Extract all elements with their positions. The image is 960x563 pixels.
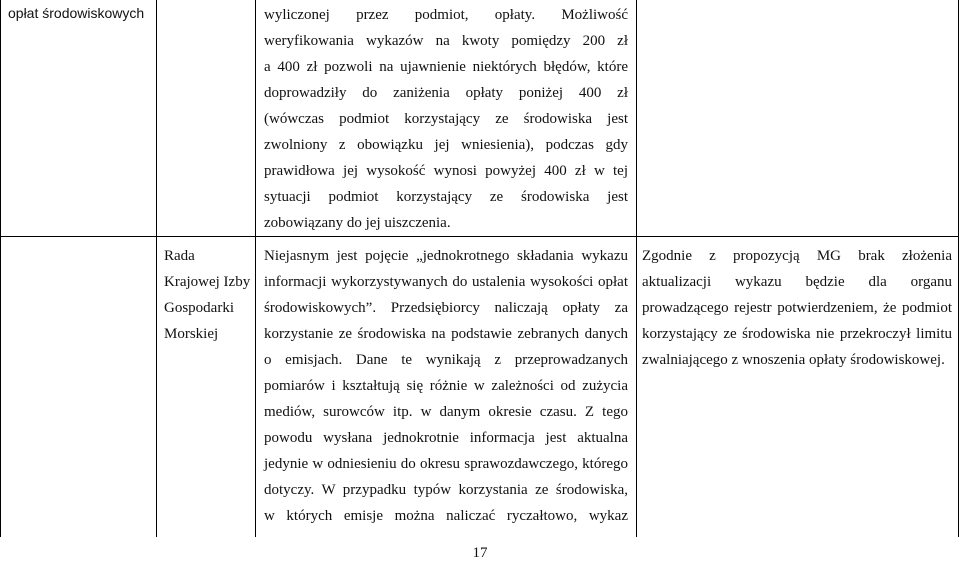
cell-line: dotyczy. W przypadku typów korzystania ze środowiska,: [264, 482, 628, 498]
cell-line: wyliczonej przez podmiot, opłaty. Możliwość: [264, 7, 628, 23]
column-divider-1: [156, 0, 157, 537]
cell-line: weryfikowania wykazów na kwoty pomiędzy 200 zł: [264, 33, 628, 49]
cell-line: aktualizacji wykazu będzie dla organu: [642, 274, 952, 290]
cell-line: Rada: [164, 248, 195, 264]
cell-line: prawidłowa jej wysokość wynosi powyżej 400 zł w tej: [264, 163, 628, 179]
cell-line: mediów, surowców itp. w danym okresie czasu. Z tego: [264, 404, 628, 420]
cell-line: prowadzącego rejestr potwierdzeniem, że podmiot: [642, 300, 952, 316]
column-divider-3: [636, 0, 637, 537]
cell-line: jedynie w odniesieniu do okresu sprawozdawczego, którego: [264, 456, 628, 472]
cell-line: sytuacji podmiot korzystający ze środowiska jest: [264, 189, 628, 205]
page-number: 17: [472, 545, 488, 561]
cell-line: opłat środowiskowych: [8, 5, 145, 21]
column-divider-2: [255, 0, 256, 537]
cell-line: Niejasnym jest pojęcie „jednokrotnego składania wykazu: [264, 248, 628, 264]
cell-line: Zgodnie z propozycją MG brak złożenia: [642, 248, 952, 264]
cell-line: a 400 zł pozwoli na ujawnienie niektórych błędów, które: [264, 59, 628, 75]
cell-line: Morskiej: [164, 326, 219, 342]
cell-line: pomiarów i kształtują się różnie w zależności od zużycia: [264, 378, 628, 394]
cell-line: (wówczas podmiot korzystający ze środowiska jest: [264, 111, 628, 127]
cell-line: korzystający ze środowiska nie przekroczył limitu: [642, 326, 952, 342]
cell-line: powodu wysłana jednokrotnie informacja jest aktualna: [264, 430, 628, 446]
cell-line: zwalniającego z wnoszenia opłaty środowiskowej.: [642, 352, 945, 368]
row-divider: [0, 236, 959, 237]
cell-line: zobowiązany do jej uiszczenia.: [264, 215, 451, 231]
table-border-right: [958, 0, 959, 537]
cell-line: doprowadziły do zaniżenia opłaty poniżej 400 zł: [264, 85, 628, 101]
cell-line: informacji wykorzystywanych do ustalenia wysokości opłat: [264, 274, 628, 290]
cell-line: o emisjach. Dane te wynikają z przeprowadzanych: [264, 352, 628, 368]
cell-line: zwolniony z obowiązku jej wniesienia), podczas gdy: [264, 137, 628, 153]
cell-line: Gospodarki: [164, 300, 234, 316]
cell-line: korzystanie ze środowiska na podstawie zebranych danych: [264, 326, 628, 342]
cell-line: środowiskowych”. Przedsiębiorcy naliczają opłaty za: [264, 300, 628, 316]
table-border-left: [0, 0, 1, 537]
cell-line: Krajowej Izby: [164, 274, 251, 290]
cell-line: w których emisje można naliczać ryczałtowo, wykaz: [264, 508, 628, 524]
